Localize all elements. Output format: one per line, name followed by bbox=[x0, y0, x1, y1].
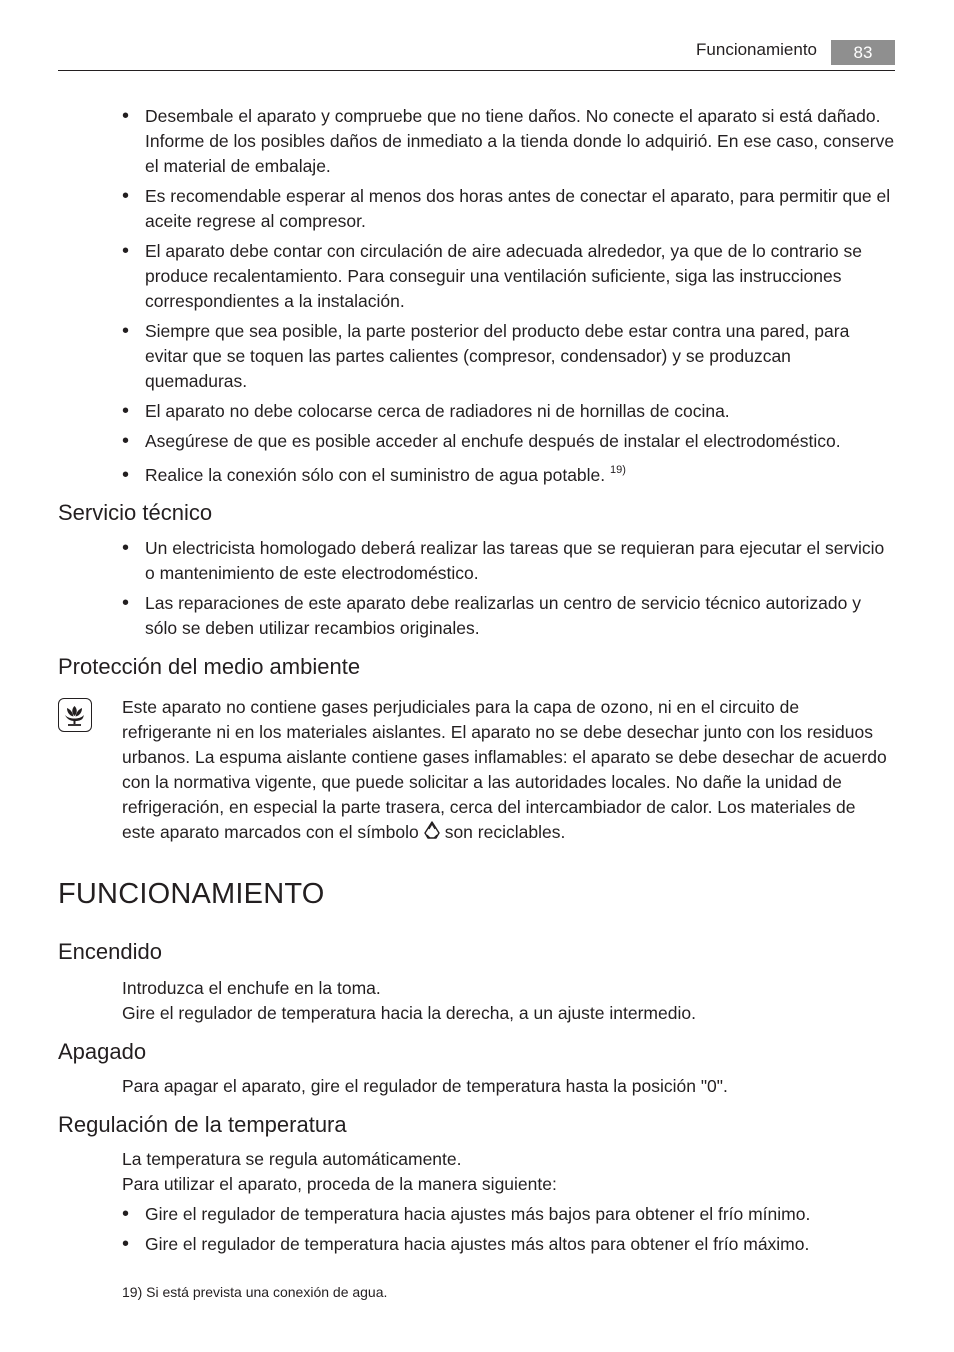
list-item: • Asegúrese de que es posible acceder al enchufe después de instalar el electrodoméstico. bbox=[122, 429, 895, 454]
encendido-line-2: Gire el regulador de temperatura hacia la derecha, a un ajuste intermedio. bbox=[122, 1003, 696, 1023]
list-item: • Gire el regulador de temperatura hacia ajustes más altos para obtener el frío máximo. bbox=[122, 1232, 895, 1257]
running-header: Funcionamiento bbox=[696, 40, 817, 59]
regulacion-line-1: La temperatura se regula automáticamente. bbox=[122, 1149, 462, 1169]
servicio-bullet-list bbox=[122, 536, 895, 641]
section-title-regulacion: Regulación de la temperatura bbox=[58, 1112, 347, 1137]
medio-ambiente-text: Este aparato no contiene gases perjudiciales para la capa de ozono, ni en el circuito de refrigerante ni en los materiales aislantes. El aparato no se debe desechar junto con los residuos urbanos. La espuma aislante contiene gases inflamables: el aparato se debe desechar de acuerdo con la normativa vigente, que puede solicitar a las autoridades locales. No dañe la unidad de refrigeración, en especial la parte trasera, cerca del intercambiador de calor. Los materiales de este aparato marcados con el símbolo bbox=[122, 697, 887, 842]
list-item bbox=[122, 463, 895, 488]
page-number: 83 bbox=[831, 40, 895, 65]
footnote: 19) Si está prevista una conexión de agua. bbox=[122, 1284, 388, 1300]
list-item: • El aparato debe contar con circulación de aire adecuada alrededor, ya que de lo contrario se produce recalentamiento. Para conseguir una ventilación suficiente, siga las instrucciones correspondientes a la instalación. bbox=[122, 239, 895, 314]
section-title-encendido: Encendido bbox=[58, 939, 162, 964]
eco-flower-icon bbox=[58, 698, 92, 732]
list-item: • Siempre que sea posible, la parte posterior del producto debe estar contra una pared, para evitar que se toquen las partes calientes (compresor, condensador) y se produzcan quemaduras. bbox=[122, 319, 895, 394]
encendido-line-1: Introduzca el enchufe en la toma. bbox=[122, 978, 381, 998]
regulacion-line-2: Para utilizar el aparato, proceda de la manera siguiente: bbox=[122, 1174, 557, 1194]
medio-ambiente-text-end: son reciclables. bbox=[444, 822, 566, 842]
install-bullet-list bbox=[122, 104, 895, 488]
section-title-medio-ambiente: Protección del medio ambiente bbox=[58, 654, 361, 679]
list-item: • Un electricista homologado deberá realizar las tareas que se requieran para ejecutar el servicio o mantenimiento de este electrodoméstico. bbox=[122, 536, 895, 586]
footnote-ref: 19) bbox=[610, 464, 626, 477]
recycle-icon bbox=[421, 820, 443, 842]
apagado-line-1: Para apagar el aparato, gire el regulador de temperatura hasta la posición "0". bbox=[122, 1076, 728, 1096]
list-item: • Las reparaciones de este aparato debe realizarlas un centro de servicio técnico autorizado y sólo se deben utilizar recambios originales. bbox=[122, 591, 895, 641]
list-item: • Es recomendable esperar al menos dos horas antes de conectar el aparato, para permitir que el aceite regrese al compresor. bbox=[122, 184, 895, 234]
list-item-text: Realice la conexión sólo con el suministro de agua potable. bbox=[145, 465, 606, 485]
list-item: • Desembale el aparato y compruebe que no tiene daños. No conecte el aparato si está dañado. Informe de los posibles daños de inmediato a la tienda donde lo adquirió. En ese caso, conserve el material de embalaje. bbox=[122, 104, 895, 179]
list-item: • El aparato no debe colocarse cerca de radiadores ni de hornillas de cocina. bbox=[122, 399, 895, 424]
regulacion-bullet-list bbox=[122, 1202, 895, 1257]
section-title-apagado: Apagado bbox=[58, 1039, 147, 1064]
medio-ambiente-paragraph bbox=[122, 695, 892, 845]
section-title-servicio: Servicio técnico bbox=[58, 500, 213, 525]
list-item: • Gire el regulador de temperatura hacia ajustes más bajos para obtener el frío mínimo. bbox=[122, 1202, 895, 1227]
chapter-title: FUNCIONAMIENTO bbox=[58, 878, 325, 910]
header-rule bbox=[58, 70, 895, 71]
